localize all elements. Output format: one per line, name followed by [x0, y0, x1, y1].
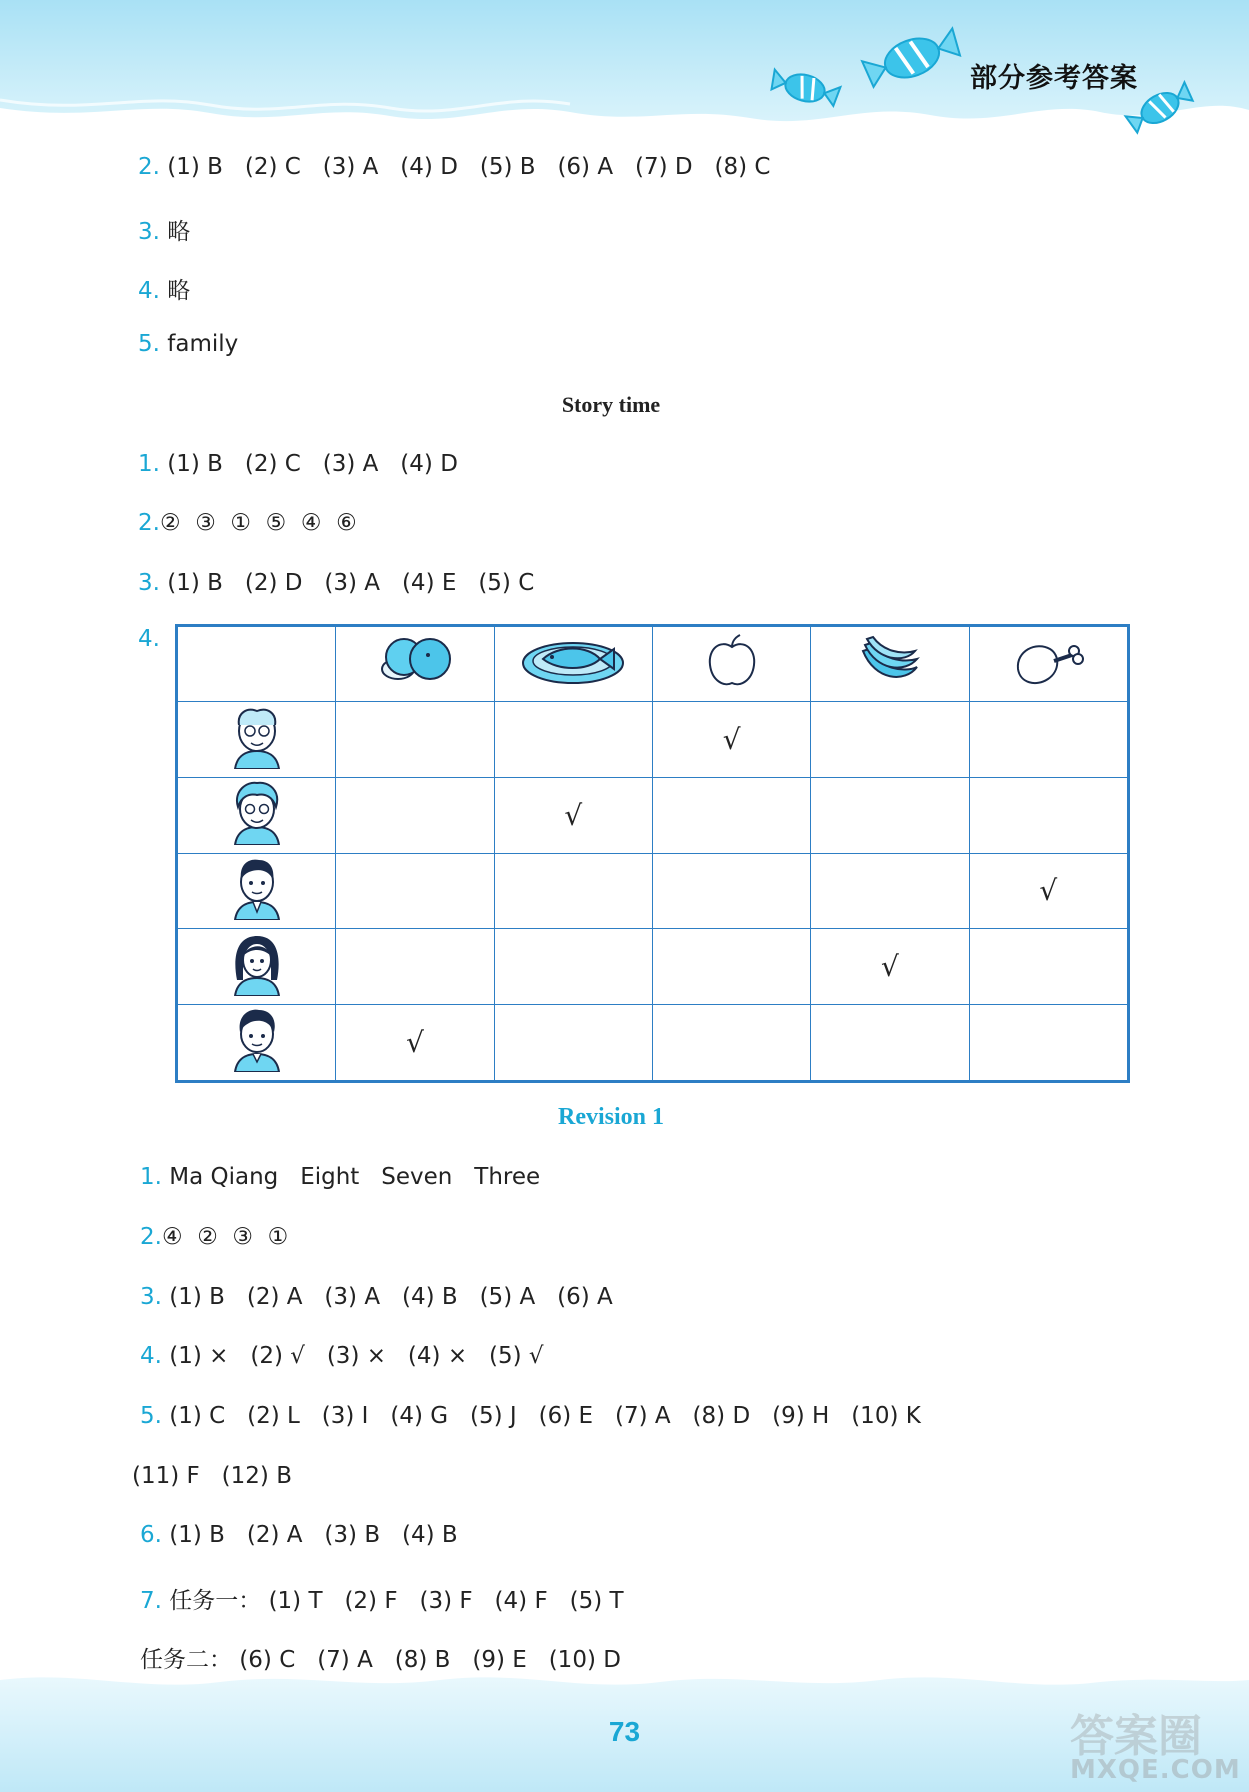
question-number: 3. — [140, 1284, 162, 1310]
table-row — [178, 929, 1128, 1005]
person-cell — [178, 929, 336, 1005]
answer-line — [140, 1284, 613, 1310]
mark-cell — [652, 777, 810, 853]
chicken-leg-icon — [1008, 631, 1088, 691]
table-header-row — [178, 627, 1128, 702]
answer-text: ② ③ ① ⑤ ④ ⑥ — [159, 510, 357, 536]
person-cell — [178, 702, 336, 778]
question-number: 5. — [140, 1403, 162, 1429]
mark-cell — [652, 853, 810, 929]
mark-cell — [811, 853, 969, 929]
mark-cell — [652, 929, 810, 1005]
mark-cell — [494, 853, 652, 929]
table-header-cell — [969, 627, 1127, 702]
table-corner-cell — [178, 627, 336, 702]
answer-text: ④ ② ③ ① — [161, 1224, 289, 1250]
mark-cell — [811, 1005, 969, 1081]
answer-text: 略 — [159, 219, 191, 245]
question-number: 6. — [140, 1522, 162, 1548]
answer-line — [138, 510, 357, 536]
answer-text: 任务二： (6) C (7) A (8) B (9) E (10) D — [140, 1647, 621, 1673]
question-number: 1. — [138, 451, 160, 477]
grandma-icon — [227, 779, 287, 845]
mark-cell — [969, 1005, 1127, 1081]
person-cell — [178, 777, 336, 853]
answer-line — [138, 331, 238, 357]
answer-text: (1) × (2) √ (3) × (4) × (5) √ — [161, 1343, 544, 1369]
answer-text: (1) B (2) D (3) A (4) E (5) C — [159, 570, 535, 596]
question-number: 2. — [138, 154, 160, 180]
answer-text: Ma Qiang Eight Seven Three — [161, 1164, 541, 1190]
answer-text: 任务一： (1) T (2) F (3) F (4) F (5) T — [161, 1588, 624, 1614]
table-header-cell — [336, 627, 494, 702]
answer-text: 略 — [159, 278, 191, 304]
oranges-icon — [370, 631, 460, 691]
person-cell — [178, 853, 336, 929]
answer-text: (1) B (2) A (3) B (4) B — [161, 1522, 458, 1548]
answer-text: (1) C (2) L (3) I (4) G (5) J (6) E (7) A (8) D (9) H (10) K — [161, 1403, 921, 1429]
answer-line — [140, 1164, 540, 1190]
answer-line — [138, 272, 190, 305]
fish-dish-icon — [518, 631, 628, 691]
mark-cell — [652, 1005, 810, 1081]
answer-text: (1) B (2) A (3) A (4) B (5) A (6) A — [161, 1284, 613, 1310]
mark-cell — [811, 777, 969, 853]
question-number: 3. — [138, 570, 160, 596]
food-preference-table — [175, 624, 1130, 1083]
mark-cell: √ — [969, 853, 1127, 929]
mark-cell — [969, 929, 1127, 1005]
question-number: 4. — [138, 278, 160, 304]
answer-line — [138, 451, 458, 477]
answer-text: (11) F (12) B — [132, 1463, 292, 1489]
table-row — [178, 853, 1128, 929]
answer-text: (1) B (2) C (3) A (4) D — [159, 451, 458, 477]
answer-line — [140, 1522, 458, 1548]
page-number: 73 — [608, 1716, 641, 1747]
question-number: 4. — [138, 626, 160, 652]
question-number: 1. — [140, 1164, 162, 1190]
person-cell — [178, 1005, 336, 1081]
answer-line — [140, 1224, 288, 1250]
mark-cell — [494, 929, 652, 1005]
question-number: 5. — [138, 331, 160, 357]
answer-line — [138, 570, 534, 596]
answer-line — [140, 1582, 624, 1615]
question-number: 4. — [140, 1343, 162, 1369]
bananas-icon — [855, 631, 925, 691]
mark-cell — [494, 1005, 652, 1081]
table-row — [178, 777, 1128, 853]
table-row — [178, 1005, 1128, 1081]
table-header-cell — [652, 627, 810, 702]
mark-cell — [336, 853, 494, 929]
question-number: 2. — [138, 510, 160, 536]
question-number: 7. — [140, 1588, 162, 1614]
table-row — [178, 702, 1128, 778]
answer-line — [138, 213, 190, 246]
answer-line — [138, 154, 771, 180]
mark-cell: √ — [652, 702, 810, 778]
watermark-url: MXQE.COM — [1070, 1755, 1241, 1785]
answer-line — [140, 1343, 544, 1369]
mark-cell — [811, 702, 969, 778]
mother-icon — [227, 930, 287, 996]
answer-text: (1) B (2) C (3) A (4) D (5) B (6) A (7) D (8) C — [159, 154, 771, 180]
question-number: 2. — [140, 1224, 162, 1250]
boy-icon — [227, 1006, 287, 1072]
answer-line — [140, 1403, 921, 1429]
mark-cell — [336, 702, 494, 778]
mark-cell: √ — [811, 929, 969, 1005]
answer-grid — [177, 626, 1128, 1081]
mark-cell — [969, 702, 1127, 778]
mark-cell — [494, 702, 652, 778]
mark-cell — [969, 777, 1127, 853]
apple-icon — [702, 631, 762, 691]
question-number: 3. — [138, 219, 160, 245]
mark-cell: √ — [494, 777, 652, 853]
header-title: 部分参考答案 — [970, 63, 1138, 94]
section-title-story-time: Story time — [561, 392, 661, 417]
table-header-cell — [811, 627, 969, 702]
father-icon — [227, 854, 287, 920]
mark-cell: √ — [336, 1005, 494, 1081]
mark-cell — [336, 777, 494, 853]
grandpa-icon — [227, 703, 287, 769]
section-title-revision-1: Revision 1 — [557, 1104, 664, 1130]
answer-text: family — [159, 331, 239, 357]
watermark: 答案圈 — [1070, 1711, 1202, 1762]
answer-line — [132, 1463, 292, 1489]
table-header-cell — [494, 627, 652, 702]
mark-cell — [336, 929, 494, 1005]
